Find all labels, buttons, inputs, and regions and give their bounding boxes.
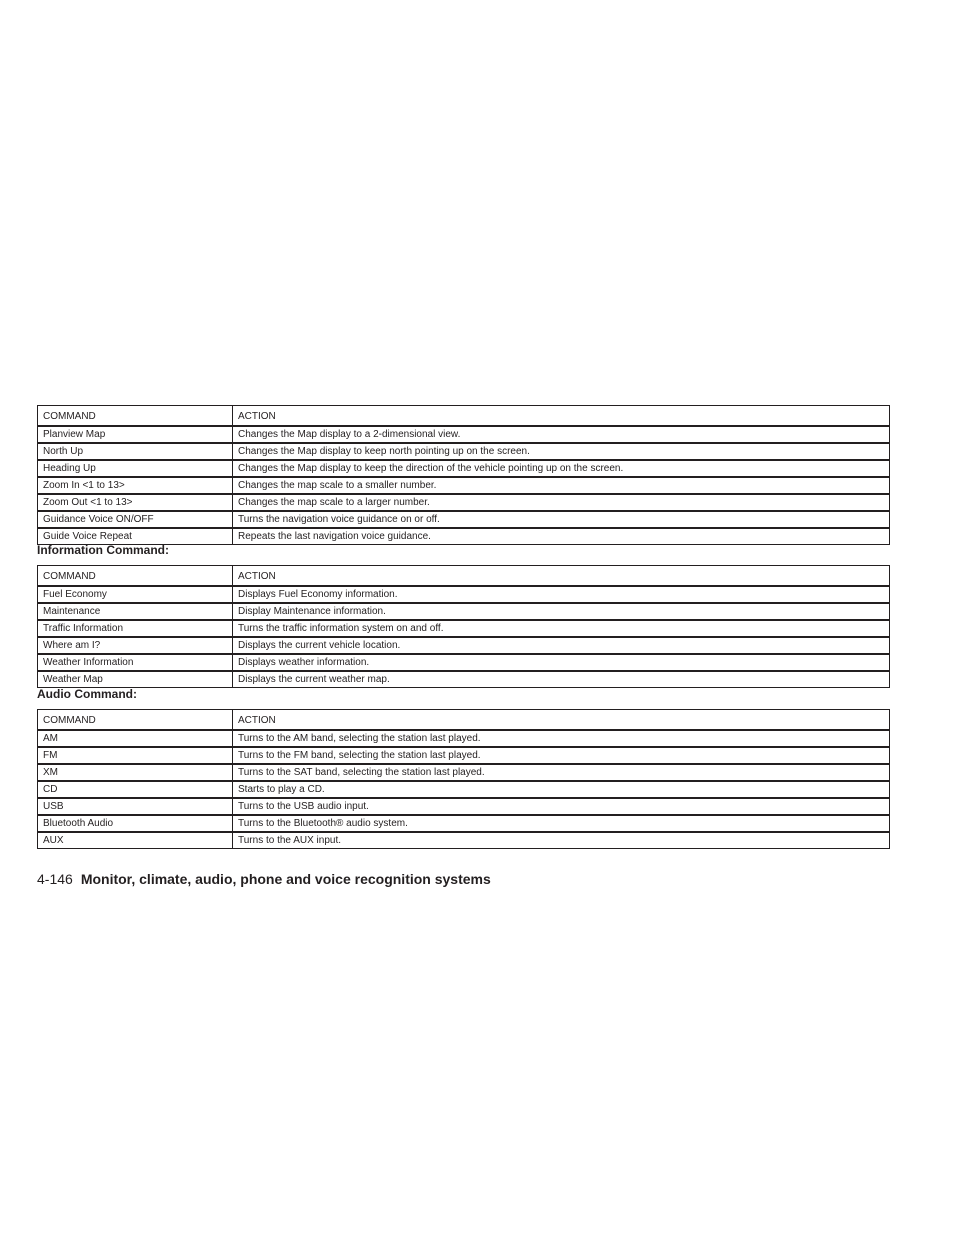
command-cell: XM [38, 764, 233, 781]
table-header-row [38, 566, 890, 587]
table-row [38, 443, 890, 460]
chapter-title: Monitor, climate, audio, phone and voice recognition systems [80, 871, 491, 887]
table-row [38, 637, 890, 654]
table-row [38, 798, 890, 815]
action-cell: Turns to the AUX input. [233, 832, 890, 849]
command-cell: USB [38, 798, 233, 815]
table-row [38, 671, 890, 688]
table-row [38, 511, 890, 528]
command-cell: Weather Map [38, 671, 233, 688]
action-cell: Turns the navigation voice guidance on or off. [233, 511, 890, 528]
action-cell: Repeats the last navigation voice guidance. [233, 528, 890, 545]
navigation-command-table [37, 405, 890, 545]
column-header-action: ACTION [233, 710, 890, 731]
page-number: 4-146 [37, 871, 73, 887]
action-cell: Changes the map scale to a larger number. [233, 494, 890, 511]
action-cell: Changes the Map display to keep north pointing up on the screen. [233, 443, 890, 460]
table-row [38, 815, 890, 832]
action-cell: Changes the Map display to a 2-dimensional view. [233, 426, 890, 443]
command-cell: Planview Map [38, 426, 233, 443]
column-header-command: COMMAND [38, 406, 233, 427]
action-cell: Starts to play a CD. [233, 781, 890, 798]
action-cell: Display Maintenance information. [233, 603, 890, 620]
action-cell: Displays the current vehicle location. [233, 637, 890, 654]
table-row [38, 620, 890, 637]
action-cell: Turns to the AM band, selecting the station last played. [233, 730, 890, 747]
command-cell: Bluetooth Audio [38, 815, 233, 832]
command-cell: North Up [38, 443, 233, 460]
table-row [38, 426, 890, 443]
action-cell: Displays the current weather map. [233, 671, 890, 688]
column-header-command: COMMAND [38, 566, 233, 587]
command-cell: Weather Information [38, 654, 233, 671]
action-cell: Displays weather information. [233, 654, 890, 671]
table-row [38, 603, 890, 620]
table-row [38, 747, 890, 764]
page-footer [37, 871, 491, 888]
command-cell: Guidance Voice ON/OFF [38, 511, 233, 528]
command-cell: Traffic Information [38, 620, 233, 637]
information-command-heading: Information Command: [37, 543, 169, 557]
audio-command-table [37, 709, 890, 849]
action-cell: Turns to the USB audio input. [233, 798, 890, 815]
command-cell: Fuel Economy [38, 586, 233, 603]
column-header-command: COMMAND [38, 710, 233, 731]
command-cell: Maintenance [38, 603, 233, 620]
table-row [38, 477, 890, 494]
action-cell: Turns to the FM band, selecting the station last played. [233, 747, 890, 764]
column-header-action: ACTION [233, 406, 890, 427]
table-row [38, 586, 890, 603]
action-cell: Turns to the SAT band, selecting the station last played. [233, 764, 890, 781]
command-cell: Heading Up [38, 460, 233, 477]
command-cell: FM [38, 747, 233, 764]
action-cell: Turns the traffic information system on and off. [233, 620, 890, 637]
table-header-row [38, 710, 890, 731]
command-cell: Where am I? [38, 637, 233, 654]
command-cell: Zoom In <1 to 13> [38, 477, 233, 494]
table-row [38, 460, 890, 477]
table-header-row [38, 406, 890, 427]
table-row [38, 730, 890, 747]
table-row [38, 832, 890, 849]
table-row [38, 764, 890, 781]
action-cell: Displays Fuel Economy information. [233, 586, 890, 603]
column-header-action: ACTION [233, 566, 890, 587]
table-row [38, 654, 890, 671]
action-cell: Changes the map scale to a smaller number. [233, 477, 890, 494]
action-cell: Changes the Map display to keep the direction of the vehicle pointing up on the screen. [233, 460, 890, 477]
action-cell: Turns to the Bluetooth® audio system. [233, 815, 890, 832]
command-cell: AM [38, 730, 233, 747]
information-command-table [37, 565, 890, 688]
command-cell: Guide Voice Repeat [38, 528, 233, 545]
command-cell: CD [38, 781, 233, 798]
command-cell: Zoom Out <1 to 13> [38, 494, 233, 511]
audio-command-heading: Audio Command: [37, 687, 137, 701]
table-row [38, 494, 890, 511]
command-cell: AUX [38, 832, 233, 849]
table-row [38, 781, 890, 798]
